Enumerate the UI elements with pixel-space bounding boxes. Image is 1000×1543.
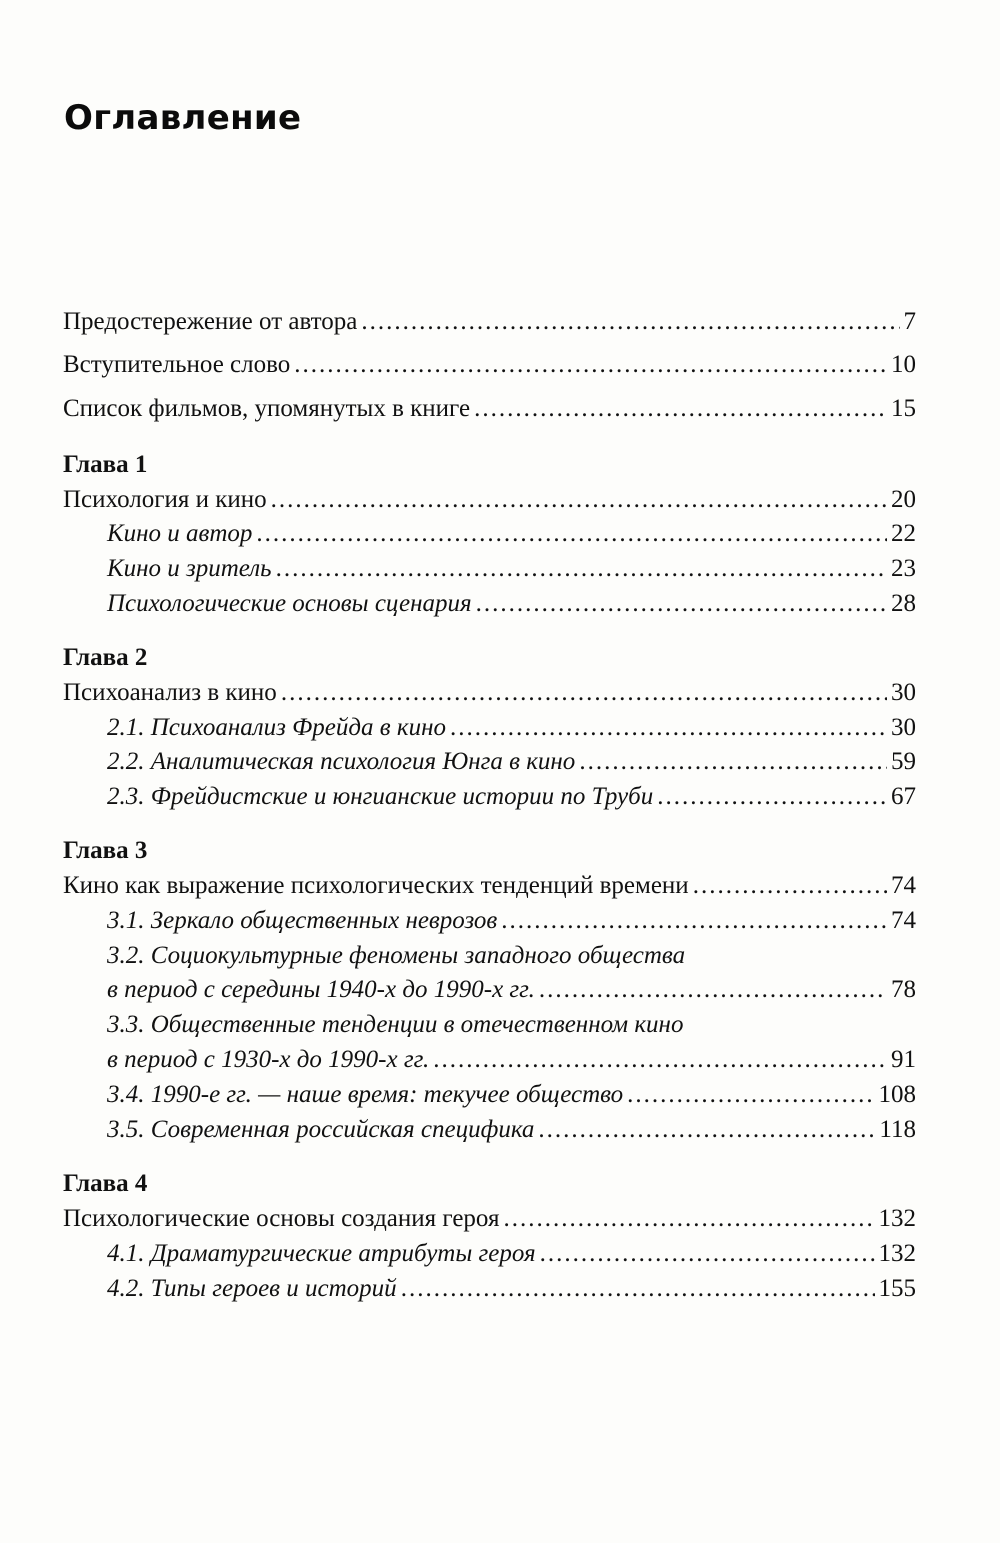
- page-number: 28: [891, 590, 916, 617]
- leader-dots: [294, 348, 887, 382]
- entry-label: Психоанализ в кино: [63, 679, 277, 706]
- page-number: 155: [878, 1275, 916, 1302]
- page-number: 118: [879, 1116, 916, 1143]
- entry-label: Психологические основы создания героя: [63, 1205, 500, 1232]
- entry-label: 3.4. 1990-е гг. — наше время: текучее общество: [107, 1081, 624, 1108]
- toc-subentry[interactable]: [107, 1078, 916, 1112]
- page-title: Оглавление: [64, 98, 302, 138]
- page-number: 7: [903, 308, 916, 335]
- page-number: 23: [891, 555, 916, 582]
- chapter-heading: Глава 3: [63, 837, 148, 864]
- toc-subentry[interactable]: [107, 745, 916, 779]
- leader-dots: [627, 1078, 874, 1112]
- entry-label: 2.1. Психоанализ Фрейда в кино: [107, 714, 446, 741]
- toc-entry[interactable]: [63, 348, 916, 382]
- entry-label: Кино и автор: [107, 520, 253, 547]
- entry-label: Список фильмов, упомянутых в книге: [63, 395, 471, 422]
- toc-subentry[interactable]: [107, 552, 916, 586]
- leader-dots: [503, 1202, 874, 1236]
- toc-entry[interactable]: [63, 483, 916, 517]
- toc-subentry[interactable]: [107, 1272, 916, 1306]
- toc-subentry[interactable]: [107, 1043, 916, 1077]
- page-number: 132: [878, 1240, 916, 1267]
- leader-dots: [276, 552, 887, 586]
- entry-label: Психология и кино: [63, 486, 267, 513]
- toc-entry[interactable]: [63, 305, 916, 339]
- page-number: 15: [891, 395, 916, 422]
- leader-dots: [401, 1272, 875, 1306]
- page-number: 132: [878, 1205, 916, 1232]
- leader-dots: [433, 1043, 887, 1077]
- entry-label: в период с 1930-х до 1990-х гг.: [107, 1046, 430, 1073]
- chapter-heading: Глава 4: [63, 1170, 148, 1197]
- page-number: 30: [891, 714, 916, 741]
- entry-label: 4.1. Драматургические атрибуты героя: [107, 1240, 536, 1267]
- leader-dots: [474, 392, 887, 426]
- page-number: 67: [891, 783, 916, 810]
- toc-subentry[interactable]: [107, 711, 916, 745]
- entry-label: 3.5. Современная российская специфика: [107, 1116, 535, 1143]
- leader-dots: [657, 780, 887, 814]
- page-number: 59: [891, 748, 916, 775]
- leader-dots: [693, 869, 887, 903]
- toc-entry[interactable]: [63, 869, 916, 903]
- leader-dots: [501, 904, 887, 938]
- entry-label: Кино как выражение психологических тенденций времени: [63, 872, 689, 899]
- toc-subentry[interactable]: [107, 1113, 916, 1147]
- toc-subentry[interactable]: [107, 780, 916, 814]
- chapter-heading: Глава 2: [63, 644, 148, 671]
- page-number: 78: [891, 976, 916, 1003]
- page-number: 74: [891, 872, 916, 899]
- toc-entry[interactable]: [63, 392, 916, 426]
- entry-label: 2.2. Аналитическая психология Юнга в кино: [107, 748, 576, 775]
- leader-dots: [540, 1237, 875, 1271]
- subentry-first-line[interactable]: 3.2. Социокультурные феномены западного общества: [107, 942, 686, 969]
- entry-label: Предостережение от автора: [63, 308, 358, 335]
- leader-dots: [256, 517, 887, 551]
- entry-label: в период с середины 1940-х до 1990-х гг.: [107, 976, 535, 1003]
- toc-subentry[interactable]: [107, 1237, 916, 1271]
- chapter-heading: Глава 1: [63, 451, 148, 478]
- leader-dots: [476, 587, 887, 621]
- subentry-first-line[interactable]: 3.3. Общественные тенденции в отечественном кино: [107, 1011, 684, 1038]
- entry-label: 4.2. Типы героев и историй: [107, 1275, 397, 1302]
- page-number: 22: [891, 520, 916, 547]
- page-number: 30: [891, 679, 916, 706]
- toc-subentry[interactable]: [107, 904, 916, 938]
- toc-subentry[interactable]: [107, 973, 916, 1007]
- leader-dots: [361, 305, 899, 339]
- entry-label: 3.1. Зеркало общественных неврозов: [107, 907, 498, 934]
- page-number: 10: [891, 351, 916, 378]
- entry-label: Психологические основы сценария: [107, 590, 472, 617]
- page-number: 108: [878, 1081, 916, 1108]
- toc-entry[interactable]: [63, 676, 916, 710]
- entry-label: 2.3. Фрейдистские и юнгианские истории по Труби: [107, 783, 654, 810]
- entry-label: Кино и зритель: [107, 555, 272, 582]
- toc-subentry[interactable]: [107, 517, 916, 551]
- entry-label: Вступительное слово: [63, 351, 291, 378]
- leader-dots: [271, 483, 887, 517]
- leader-dots: [281, 676, 887, 710]
- leader-dots: [538, 1113, 875, 1147]
- leader-dots: [539, 973, 887, 1007]
- toc-entry[interactable]: [63, 1202, 916, 1236]
- toc-subentry[interactable]: [107, 587, 916, 621]
- page-number: 91: [891, 1046, 916, 1073]
- leader-dots: [579, 745, 887, 779]
- leader-dots: [450, 711, 887, 745]
- page-number: 20: [891, 486, 916, 513]
- page-number: 74: [891, 907, 916, 934]
